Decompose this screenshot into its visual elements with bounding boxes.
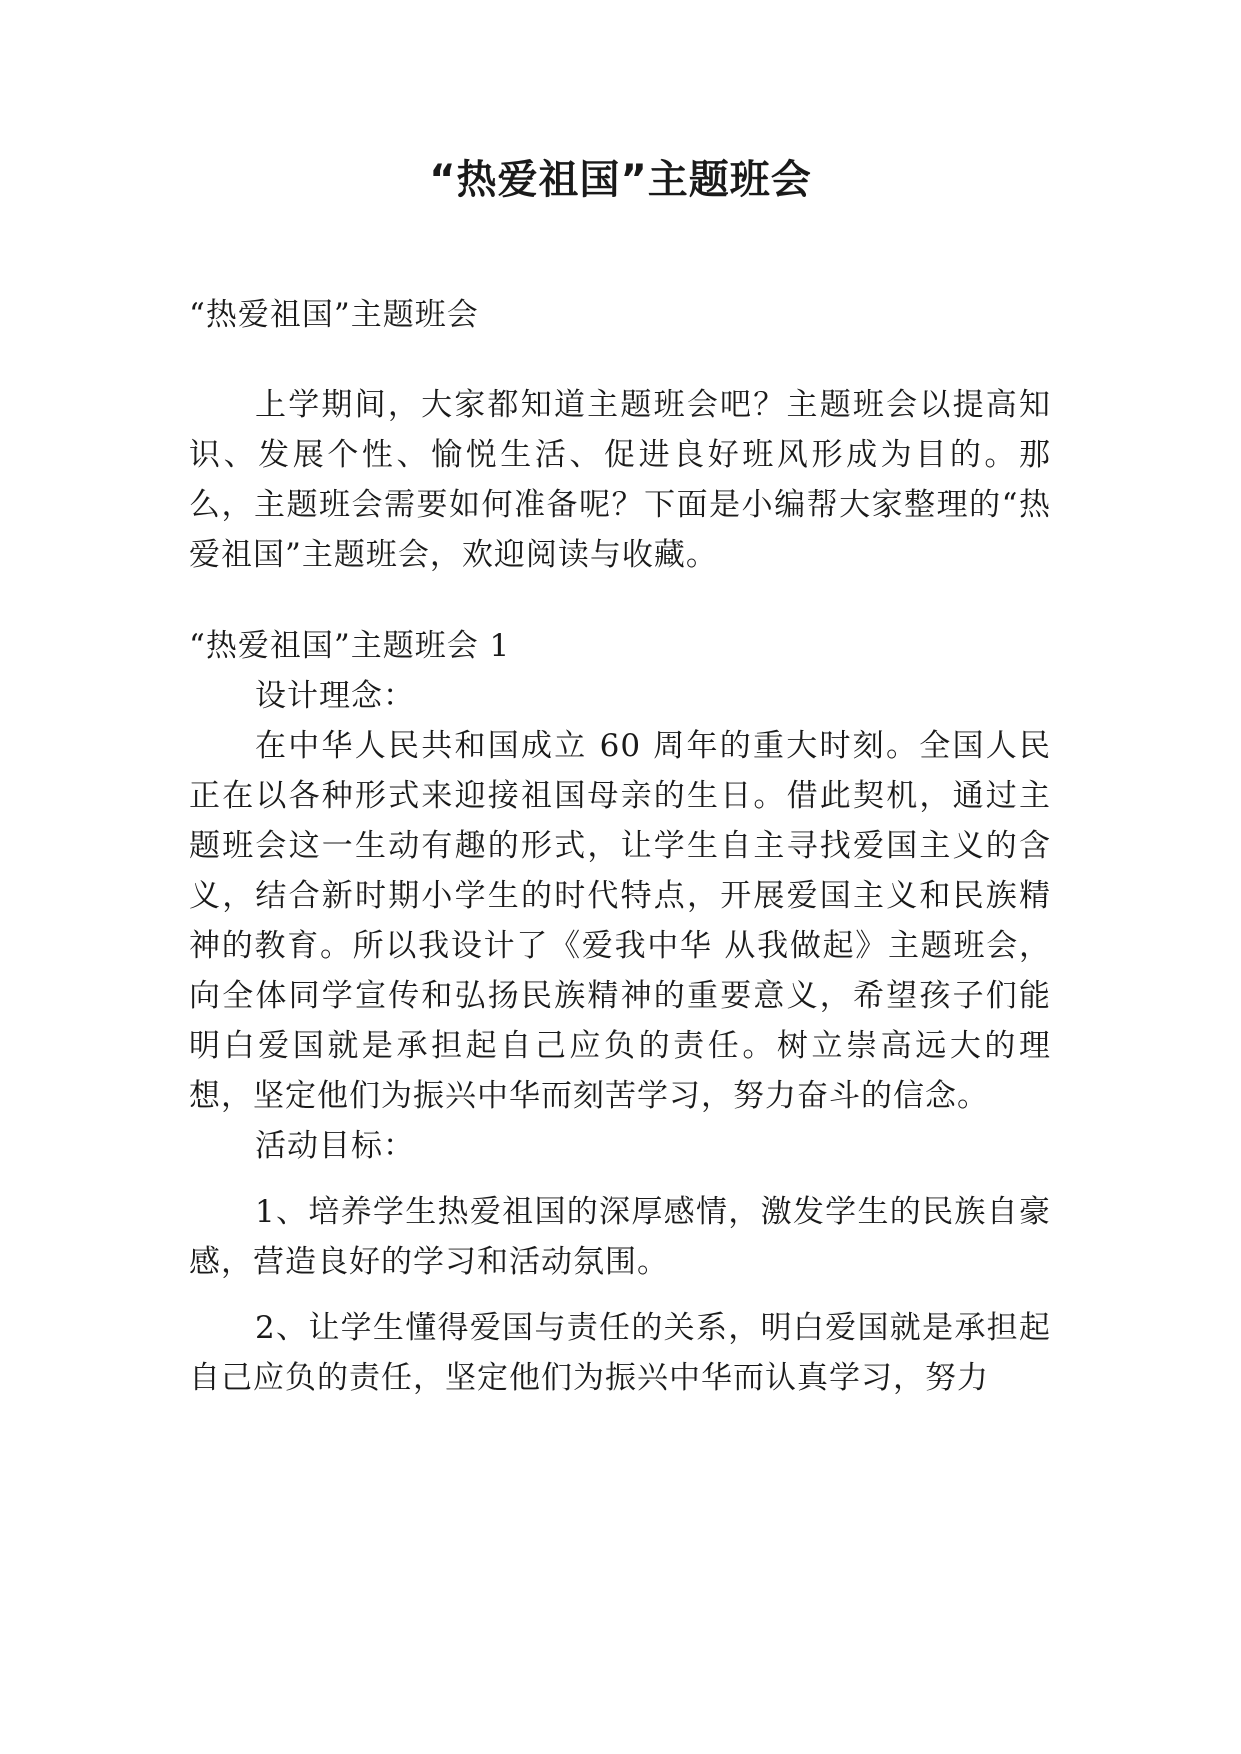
design-paragraph: 在中华人民共和国成立 60 周年的重大时刻。全国人民正在以各种形式来迎接祖国母亲的生日。借此契机，通过主题班会这一生动有趣的形式，让学生自主寻找爱国主义的含义，结合新时期小学生的时代特点，开展爱国主义和民族精神的教育。所以我设计了《爱我中华 从我做起》主题班会，向全体同学宣传和弘扬民族精神的重要意义，希望孩子们能明白爱国就是承担起自己应负的责任。树立崇高远大的理想，坚定他们为振兴中华而刻苦学习，努力奋斗的信念。 — [189, 728, 1051, 1114]
intro-paragraph: 上学期间，大家都知道主题班会吧？主题班会以提高知识、发展个性、愉悦生活、促进良好班风形成为目的。那么，主题班会需要如何准备呢？下面是小编帮大家整理的“热爱祖国”主题班会，欢迎阅读与收藏。 — [189, 387, 1051, 573]
goal-item-2: 2、让学生懂得爱国与责任的关系，明白爱国就是承担起自己应负的责任，坚定他们为振兴中华而认真学习，努力 — [189, 1310, 1051, 1396]
design-label: 设计理念： — [255, 678, 415, 714]
section-heading: “热爱祖国”主题班会 1 — [189, 628, 511, 664]
document-body — [189, 290, 1051, 1403]
document-title: “热爱祖国”主题班会 — [429, 157, 812, 203]
goals-label: 活动目标： — [255, 1128, 415, 1164]
goal-item-1: 1、培养学生热爱祖国的深厚感情，激发学生的民族自豪感，营造良好的学习和活动氛围。 — [189, 1194, 1051, 1280]
subtitle: “热爱祖国”主题班会 — [189, 297, 479, 333]
